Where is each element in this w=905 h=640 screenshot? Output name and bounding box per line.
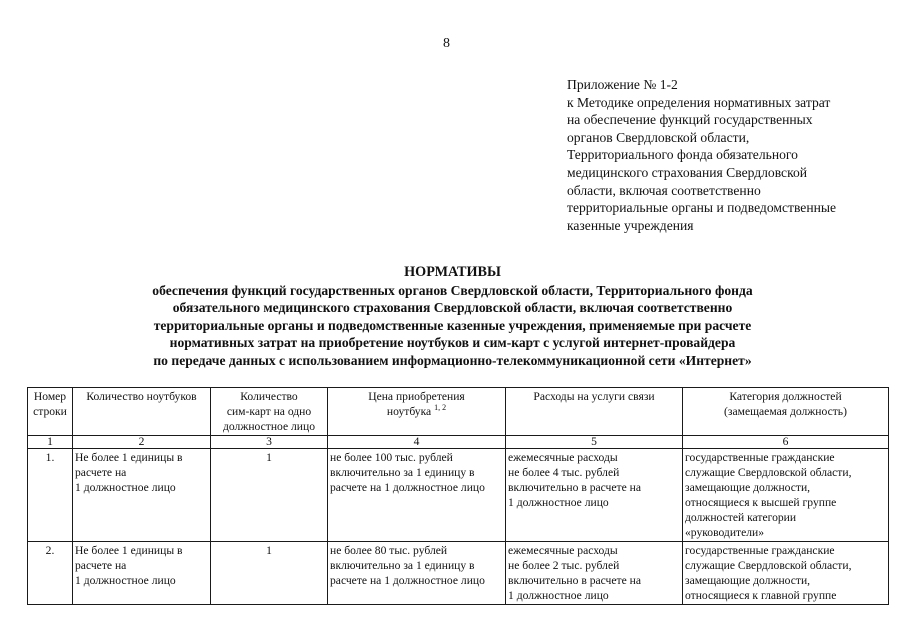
appendix-line: казенные учреждения [567,217,694,233]
laptop-count-cell: Не более 1 единицы в расчете на 1 должностное лицо [73,449,211,542]
comm-costs-cell: ежемесячные расходы не более 2 тыс. рублей включительно в расчете на 1 должностное лицо [506,542,683,605]
header-row-number: Номер строки [28,388,73,436]
title-line: обязательного медицинского страхования Свердловской области, включая соответственно [172,300,733,315]
column-number: 1 [28,436,73,449]
column-number: 5 [506,436,683,449]
category-cell: государственные гражданские служащие Свердловской области, замещающие должности, относящиеся к главной группе [683,542,889,605]
appendix-line: на обеспечение функций государственных [567,112,813,128]
norms-table [27,387,889,605]
appendix-line: Территориального фонда обязательного [567,147,798,163]
appendix-line: медицинского страхования Свердловской [567,164,808,180]
title-line: обеспечения функций государственных органов Свердловской области, Территориального фонда [152,282,753,298]
row-number: 1. [28,449,73,542]
title-line: нормативных затрат на приобретение ноутбуков и сим-карт с услугой интернет-провайдера [169,335,736,350]
document-title [0,264,905,369]
column-number: 3 [211,436,328,449]
main-title: НОРМАТИВЫ [404,264,501,280]
appendix-line: органов Свердловской области, [567,129,750,145]
column-number: 6 [683,436,889,449]
header-laptop-price: Цена приобретения ноутбука $^{1, 2}$ [328,388,506,436]
column-number: 4 [328,436,506,449]
footnote-ref: 1, 2 [434,403,447,413]
page-number: 8 [443,36,450,51]
header-price-text: ноутбука [386,405,432,418]
column-number: 2 [73,436,211,449]
header-comm-costs: Расходы на услуги связи [506,388,683,436]
header-laptop-count: Количество ноутбуков [73,388,211,436]
price-cell: не более 100 тыс. рублей включительно за 1 единицу в расчете на 1 должностное лицо [328,449,506,542]
title-line: по передаче данных с использованием информационно-телекоммуникационной сети «Интернет» [153,352,752,368]
column-number-row [28,436,889,449]
appendix-note [567,76,887,234]
appendix-line: территориальные органы и подведомственные [567,200,837,216]
header-row [28,388,889,436]
header-sim-count: Количество сим-карт на одно должностное лицо [211,388,328,436]
laptop-count-cell: Не более 1 единицы в расчете на 1 должностное лицо [73,542,211,605]
price-cell: не более 80 тыс. рублей включительно за 1 единицу в расчете на 1 должностное лицо [328,542,506,605]
comm-costs-cell: ежемесячные расходы не более 4 тыс. рублей включительно в расчете на 1 должностное лицо [506,449,683,542]
category-cell: государственные гражданские служащие Свердловской области, замещающие должности, относящиеся к высшей группе должностей категории «руководители» [683,449,889,542]
sim-count-cell: 1 [211,542,328,605]
appendix-line: области, включая соответственно [567,182,761,198]
row-number: 2. [28,542,73,605]
table-row [28,542,889,605]
appendix-line: к Методике определения нормативных затрат [567,94,831,110]
appendix-line: Приложение № 1-2 [567,77,678,92]
header-position-category: Категория должностей (замещаемая должность) [683,388,889,436]
title-line: территориальные органы и подведомственные казенные учреждения, применяемые при расчете [153,317,752,333]
sim-count-cell: 1 [211,449,328,542]
table-row [28,449,889,542]
